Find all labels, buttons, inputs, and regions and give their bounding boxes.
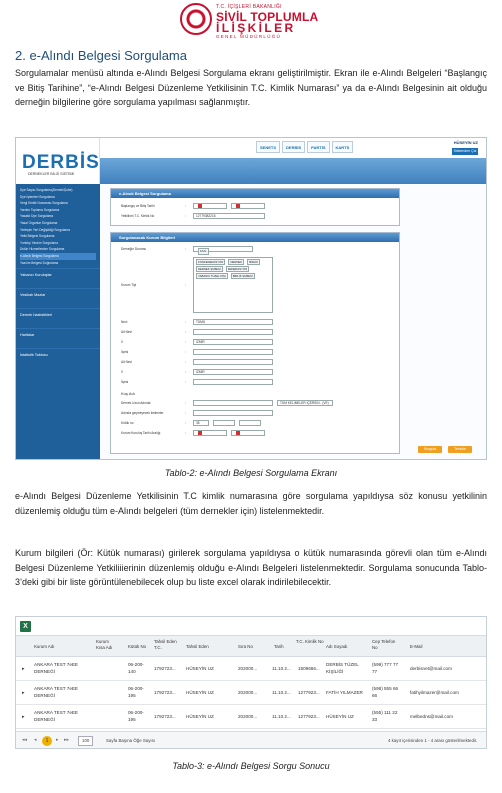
sidebar xyxy=(16,184,100,459)
type-chip[interactable]: DERNEK ŞUBESİ xyxy=(198,267,221,271)
sidebar-section[interactable]: Yabancı Kuruluşlar xyxy=(16,268,100,281)
brand-logo: DERBİS xyxy=(22,152,100,173)
end-date-input[interactable] xyxy=(231,203,265,209)
il-label: İl xyxy=(121,340,123,344)
type-chip[interactable]: KONFEDERASYON xyxy=(198,260,224,264)
ministry-emblem-icon xyxy=(180,3,212,35)
cell-email: melbedns@mail.com xyxy=(410,714,453,719)
paragraph-institution-query: Kurum bilgileri (Ör: Kütük numarası) girilerek sorgulama yapıldıysa o kütük numarasında görevli olan tüm e-Alındı Belgesi Düzenleme Yetkiliiierinin düzenlemiş olduğu e-Alındı Belgeleri listelenmektedir. Sorgulama sonucunda Tablo-3’deki gibi bir liste görüntülenebilecek olup bu liste excel olarak indirilebilecektir. xyxy=(15,548,487,587)
il-label: İl xyxy=(121,370,123,374)
cell-tc-kimlik-no: 1277923... xyxy=(298,714,320,719)
sidebar-item[interactable]: Yasaklı Üye Sorgulama xyxy=(20,214,54,219)
calendar-icon[interactable] xyxy=(236,204,240,208)
result-summary: 4 kayıt içerisinden 1 - 4 arası gösterilmektedir. xyxy=(388,738,478,743)
alt-nevi-select[interactable] xyxy=(193,359,273,365)
table-row[interactable] xyxy=(16,681,487,705)
section-heading: 2. e-Alındı Belgesi Sorgulama xyxy=(15,48,187,63)
col-sira-no[interactable]: Sıra No xyxy=(238,644,253,649)
kutuk-prefix-input[interactable]: 35 xyxy=(193,420,209,426)
row-expand-icon[interactable]: ▸ xyxy=(22,690,25,696)
cell-tahsil-eden-tc: 1792723... xyxy=(154,714,176,719)
last-page-icon[interactable]: ▸▸ xyxy=(64,737,70,743)
cell-sira-no: 202000... xyxy=(238,690,258,695)
derbis-link[interactable]: DERBİS xyxy=(282,141,305,153)
ilce-select[interactable] xyxy=(193,379,273,385)
cell-email: fatihyilmazer@mail.com xyxy=(410,690,459,695)
header-banner xyxy=(100,158,486,184)
sidebar-section[interactable]: Dernek İstatistikleri xyxy=(16,308,100,321)
cell-sira-no: 202000... xyxy=(238,714,258,719)
next-page-icon[interactable]: ▸ xyxy=(56,737,59,743)
cell-cep-telefon: (555) 111 22 33 xyxy=(372,710,398,722)
col-adi-soyadi[interactable]: Adı Soyadı xyxy=(326,644,348,649)
first-page-icon[interactable]: ◂◂ xyxy=(22,737,28,743)
cell-tahsil-eden: HÜSEYİN UZ xyxy=(186,690,214,695)
il-select[interactable]: İZMİR xyxy=(193,339,273,345)
alt-nevi-label: Alt Nevi xyxy=(121,330,132,334)
tc-input[interactable]: 12779382216 xyxy=(193,213,265,219)
brand-subtitle: DERNEKLER BİLGİ SİSTEMİ xyxy=(28,172,75,176)
type-chip[interactable]: BİRLİK ŞUBESİ xyxy=(232,274,253,278)
current-page[interactable]: 1 xyxy=(42,736,52,746)
results-grid-screenshot xyxy=(15,616,487,749)
institution-panel: Sorgulanacak Kurum Bilgileri Derneğin Durumu : FAAL Kurum Tipi : KONFEDERASYON DERNEK BİRLİK DERNEK ŞUBESİ FEDERASYON YABANCI TÜZEL KİŞİ BİRLİK ŞUBESİ Nevi : TÜMÜ Alt Nevi : İl : İZMİR İlçesi : Alt Nevi : İl : İZMİR İlçesi : Kuş Adı Dernek Uzun Adında : TÜM KELİMELER İÇERSİN - (VE) Adında geçmeyecek kelimeler : Kütük no : 35 Kurum Kuruluş Tarihi Aralığı : xyxy=(110,232,400,454)
main-content xyxy=(100,184,486,459)
logo-ministry-text: T.C. İÇİŞLERİ BAKANLIĞI xyxy=(216,4,282,10)
pagination-bar xyxy=(16,731,487,749)
kutuk-label: Kütük no xyxy=(121,421,134,425)
name-label: Kuş Adı xyxy=(121,391,135,396)
founded-end-input[interactable] xyxy=(231,430,265,436)
founded-range-label: Kurum Kuruluş Tarihi Aralığı xyxy=(121,431,161,435)
type-chip[interactable]: DERNEK xyxy=(230,260,243,264)
cell-kutuk-no: 06-200-140 xyxy=(128,662,144,674)
cell-tarih: 11.10.2... xyxy=(272,666,291,671)
calendar-icon[interactable] xyxy=(236,431,240,435)
sidebar-section[interactable]: Vesikalı Mazlar xyxy=(16,288,100,301)
paragraph-intro: Sorgulamalar menüsü altında e-Alındı Belgesi Sorgulama ekranı geliştirilmiştir. Ekran ile e-Alındı Belgeleri “Başlangıç ve Bitiş Tarihine”, “e-Alındı Belgesi Düzenleme Yetkilisinin T.C. Kimlik Numarası” ya da e-Alındı Belgesinin ait olduğu derneğin bilgilerine göre sorgulama yapılması sağlanmıştır. xyxy=(15,68,487,107)
panel-title: Sorgulanacak Kurum Bilgileri xyxy=(111,233,399,242)
cell-adi-soyadi: FATİH YILMAZER xyxy=(326,690,363,695)
table-row[interactable] xyxy=(16,657,487,681)
start-date-input[interactable] xyxy=(193,203,227,209)
ilce-label: İlçesi xyxy=(121,350,129,354)
sidebar-item[interactable]: Yasal Organlar Sorgulama xyxy=(20,220,58,225)
name-filter-label: Dernek Uzun Adında xyxy=(121,401,151,405)
cell-kutuk-no: 06-200-195 xyxy=(128,710,144,722)
caption-table-3: Tablo-3: e-Alındı Belgesi Sorgu Sonucu xyxy=(172,761,330,771)
user-name[interactable]: HÜSEYİN UZ xyxy=(453,140,478,145)
col-tahsil-eden-tc[interactable]: Tahsil Eden T.C. xyxy=(154,639,177,650)
cell-cep-telefon: (599) 777 77 77 xyxy=(372,662,399,674)
name-input[interactable] xyxy=(193,400,273,406)
brand-area xyxy=(16,138,100,184)
calendar-icon[interactable] xyxy=(198,204,202,208)
row-expand-icon[interactable]: ▸ xyxy=(22,666,25,672)
status-label: Derneğin Durumu xyxy=(121,247,147,251)
page-size-label: Sayfa Başına Öğe Sayısı xyxy=(106,738,156,743)
col-tahsil-eden[interactable]: Tahsil Eden xyxy=(186,644,209,649)
col-tc-kimlik-no[interactable]: T.C. Kimlik No xyxy=(296,639,324,644)
founded-start-input[interactable] xyxy=(193,430,227,436)
sidebar-item[interactable]: Yerleşim Yeri Değişikliği Sorgulama xyxy=(20,227,70,232)
table-header xyxy=(16,635,487,657)
alt-nevi-label: Alt Nevi xyxy=(121,360,132,364)
col-cep-telefon[interactable]: Cep Telefon No xyxy=(372,639,396,650)
cell-email: derbisnet@mail.com xyxy=(410,666,452,671)
kutuk-end-input[interactable] xyxy=(239,420,261,426)
sidebar-item-e-alindi[interactable]: e-Alındı Belgesi Sorgulama xyxy=(20,253,96,260)
sidebar-item[interactable]: Yardım Toplama Sorgulama xyxy=(20,207,60,212)
panel-title: e-Alındı Belgesi Sorgulama xyxy=(111,189,399,198)
row-expand-icon[interactable]: ▸ xyxy=(22,714,25,720)
type-chip[interactable]: BİRLİK xyxy=(249,260,259,264)
col-kutuk-no[interactable]: Kütük No xyxy=(128,644,147,649)
cell-tarih: 11.10.2... xyxy=(272,690,291,695)
cell-tc-kimlik-no: 1277923... xyxy=(298,690,320,695)
top-bar xyxy=(100,138,486,158)
col-kurum-kisa-adi[interactable]: Kurum Kısa Adı xyxy=(96,639,113,650)
cell-sira-no: 202000... xyxy=(238,666,258,671)
status-chip[interactable]: FAAL xyxy=(200,249,207,253)
ministry-logo xyxy=(180,3,330,39)
il-select[interactable]: İZMİR xyxy=(193,369,273,375)
paragraph-tc-query: e-Alındı Belgesi Düzenleme Yetkilisinin T.C kimlik numarasına göre sorgulama yapıldıysa söz konusu yetkilinin düzenlemiş olduğu tüm e-Alındı belgeleri (tüm dernekler için) listelenmektedir. xyxy=(15,491,487,516)
sidebar-section[interactable]: Haritalar xyxy=(16,328,100,341)
sidebar-item[interactable]: Yetki Belgesi Sorgulama xyxy=(20,234,55,239)
type-chip[interactable]: YABANCI TÜZEL KİŞİ xyxy=(198,274,226,278)
cell-adi-soyadi: DERBİS TÜZEL KİŞİLİĞİ xyxy=(326,662,359,674)
prev-page-icon[interactable]: ◂ xyxy=(34,737,37,743)
logo-line2: İLİŞKİLER xyxy=(216,21,296,35)
name-filter-select[interactable]: TÜM KELİMELER İÇERSİN - (VE) xyxy=(277,400,333,406)
senets-link[interactable]: SENETS xyxy=(256,141,280,153)
cell-tahsil-eden-tc: 1792723... xyxy=(154,690,176,695)
cell-tc-kimlik-no: 1509666... xyxy=(298,666,320,671)
exclude-words-label: Adında geçmeyecek kelimeler xyxy=(121,411,164,415)
partis-link[interactable]: PARTİS xyxy=(307,141,329,153)
sidebar-section[interactable]: İstatistik Tablosu xyxy=(16,348,100,361)
query-button[interactable]: Sorgula xyxy=(418,446,442,453)
query-panel: e-Alındı Belgesi Sorgulama Başlangıç ve Bitiş Tarihi : Yetkilinin T.C. Kimlik No : 12779382216 xyxy=(110,188,400,226)
exclude-words-input[interactable] xyxy=(193,410,273,416)
table-row[interactable] xyxy=(16,705,487,729)
excel-export-icon[interactable]: X xyxy=(20,621,31,632)
logo-line1: SİVİL TOPLUMLA xyxy=(216,10,319,24)
cell-kurum-adi: ANKARA TEST 7eEE DERNEĞİ xyxy=(34,662,79,674)
calendar-icon[interactable] xyxy=(198,431,202,435)
type-chip[interactable]: FEDERASYON xyxy=(227,267,248,271)
exit-button[interactable]: Sistemden Çık xyxy=(453,149,477,153)
cell-tahsil-eden-tc: 1792723... xyxy=(154,666,176,671)
nevi-select[interactable]: TÜMÜ xyxy=(193,319,273,325)
cell-tahsil-eden: HÜSEYİN UZ xyxy=(186,714,214,719)
cell-adi-soyadi: HÜSEYİN UZ xyxy=(326,714,354,719)
page-size-select[interactable]: 100 xyxy=(78,736,93,746)
col-kurum-adi[interactable]: Kurum Adı xyxy=(34,644,55,649)
ilce-label: İlçesi xyxy=(121,380,129,384)
cell-kurum-adi: ANKARA TEST 7eEE DERNEĞİ xyxy=(34,710,79,722)
date-range-label: Başlangıç ve Bitiş Tarihi xyxy=(121,204,155,208)
cell-cep-telefon: (598) 555 66 66 xyxy=(372,686,399,698)
col-email[interactable]: E-Mail xyxy=(410,644,423,649)
cell-kutuk-no: 06-200-195 xyxy=(128,686,144,698)
ilce-select[interactable] xyxy=(193,349,273,355)
sidebar-item[interactable]: Yazılım Belgesi Doğrulama xyxy=(20,260,59,265)
tc-label: Yetkilinin T.C. Kimlik No xyxy=(121,214,155,218)
cell-kurum-adi: ANKARA TEST 7eEE DERNEĞİ xyxy=(34,686,79,698)
sidebar-item[interactable]: Üye İşlemleri Sorgulama xyxy=(20,194,55,199)
kutuk-mid-input[interactable] xyxy=(213,420,235,426)
clear-button[interactable]: Temizle xyxy=(448,446,472,453)
col-tarih[interactable]: Tarih xyxy=(274,644,284,649)
karts-link[interactable]: KARTS xyxy=(332,141,354,153)
sidebar-item[interactable]: Vergi Kimlik Numarası Sorgulama xyxy=(20,201,68,206)
caption-table-2: Tablo-2: e-Alındı Belgesi Sorgulama Ekranı xyxy=(164,468,338,478)
type-label: Kurum Tipi xyxy=(121,283,137,287)
sidebar-submenu xyxy=(20,187,96,266)
status-field[interactable] xyxy=(193,246,253,252)
sidebar-item[interactable]: Üstün Hizmetlerden Sorgulama xyxy=(20,247,65,252)
sidebar-item[interactable]: Üye Sayısı Sorgulama(Dernek/Şube) xyxy=(20,188,73,192)
type-chip-list[interactable] xyxy=(193,257,273,313)
sidebar-item[interactable]: Yurtdışı Yardım Sorgulama xyxy=(20,240,58,245)
query-screen-screenshot xyxy=(15,137,487,460)
alt-nevi-select[interactable] xyxy=(193,329,273,335)
nevi-label: Nevi xyxy=(121,320,128,324)
cell-tarih: 11.10.2... xyxy=(272,714,291,719)
logo-subtitle: GENEL MÜDÜRLÜĞÜ xyxy=(216,34,282,39)
cell-tahsil-eden: HÜSEYİN UZ xyxy=(186,666,214,671)
